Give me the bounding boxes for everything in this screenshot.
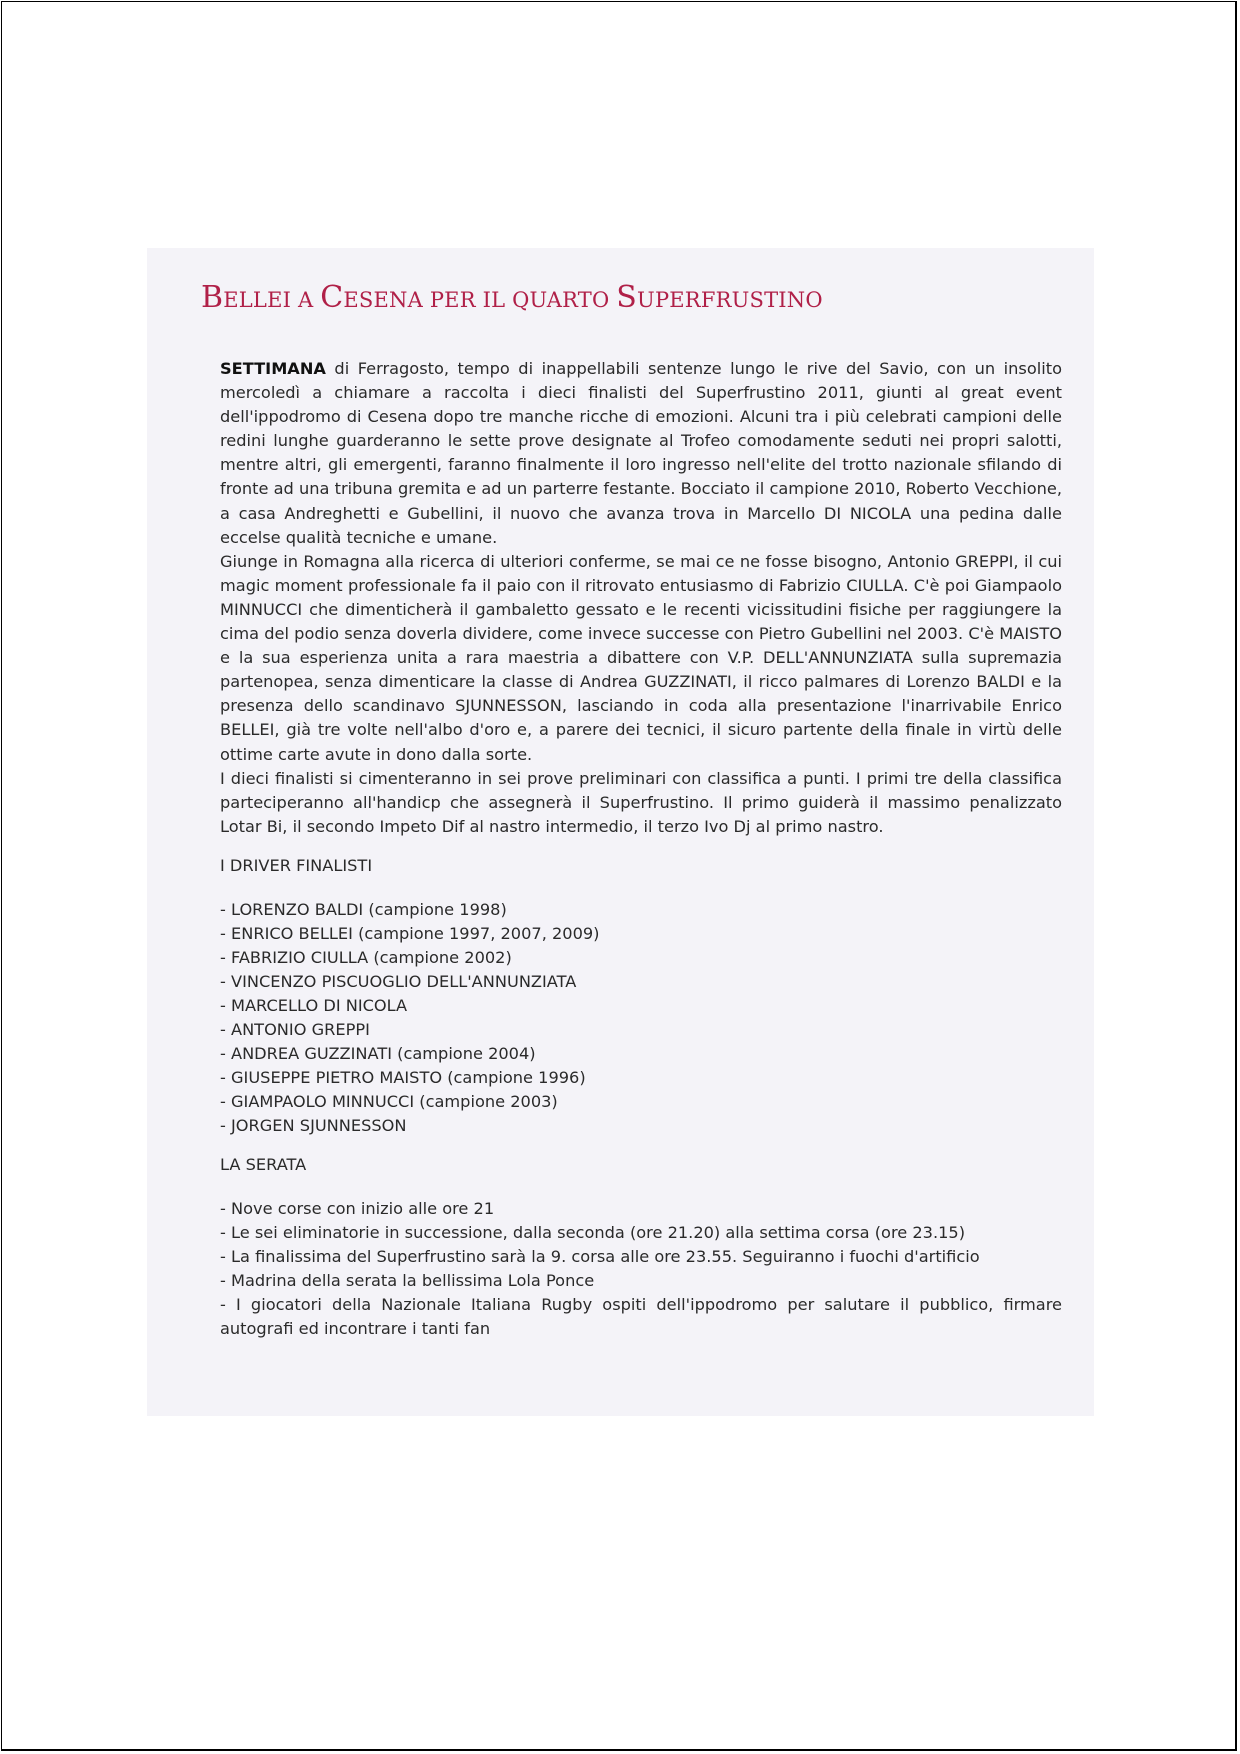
list-item: - ENRICO BELLEI (campione 1997, 2007, 2009)	[220, 922, 1062, 946]
drivers-heading: I DRIVER FINALISTI	[220, 855, 373, 875]
article-body	[220, 357, 1062, 1341]
list-item: - MARCELLO DI NICOLA	[220, 994, 1062, 1018]
paragraph-2: Giunge in Romagna alla ricerca di ulteriori conferme, se mai ce ne fosse bisogno, Antonio GREPPI, il cui magic moment professionale fa il paio con il ritrovato entusiasmo di Fabrizio CIULLA. C'è poi Giampaolo MINNUCCI che dimenticherà il gambaletto gessato e le recenti vicissitudini fisiche per raggiungere la cima del podio senza doverla dividere, come invece successe con Pietro Gubellini nel 2003. C'è MAISTO e la sua esperienza unita a rara maestria a dibattere con V.P. DELL'ANNUNZIATA sulla supremazia partenopea, senza dimenticare la classe di Andrea GUZZINATI, il ricco palmares di Lorenzo BALDI e la presenza dello scandinavo SJUNNESSON, lasciando in coda alla presentazione l'inarrivabile Enrico BELLEI, già tre volte nell'albo d'oro e, a parere dei tecnici, il sicuro partente della finale in virtù delle ottime carte avute in dono dalla sorte.	[220, 551, 1062, 764]
list-item: - Nove corse con inizio alle ore 21	[220, 1197, 1062, 1221]
list-item: - JORGEN SJUNNESSON	[220, 1114, 1062, 1138]
title-part: S	[616, 280, 638, 315]
title-part: UPERFRUSTINO	[637, 288, 823, 312]
list-item: - Le sei eliminatorie in successione, dalla seconda (ore 21.20) alla settima corsa (ore 23.15)	[220, 1221, 1062, 1245]
list-item: - I giocatori della Nazionale Italiana Rugby ospiti dell'ippodromo per salutare il pubblico, firmare autografi ed incontrare i tanti fan	[220, 1293, 1062, 1341]
list-item: - GIUSEPPE PIETRO MAISTO (campione 1996)	[220, 1066, 1062, 1090]
list-item: - GIAMPAOLO MINNUCCI (campione 2003)	[220, 1090, 1062, 1114]
list-item: - ANDREA GUZZINATI (campione 2004)	[220, 1042, 1062, 1066]
lead-word: SETTIMANA	[220, 359, 326, 378]
article-title	[201, 280, 823, 315]
title-part: C	[320, 280, 344, 315]
list-item: - VINCENZO PISCUOGLIO DELL'ANNUNZIATA	[220, 970, 1062, 994]
list-item: - La finalissima del Superfrustino sarà la 9. corsa alle ore 23.55. Seguiranno i fuochi d'artificio	[220, 1245, 1062, 1269]
list-item: - FABRIZIO CIULLA (campione 2002)	[220, 946, 1062, 970]
title-part: ESENA PER IL QUARTO	[343, 288, 617, 312]
list-item: - Madrina della serata la bellissima Lola Ponce	[220, 1269, 1062, 1293]
title-part: B	[201, 280, 224, 315]
list-item: - LORENZO BALDI (campione 1998)	[220, 898, 1062, 922]
serata-heading: LA SERATA	[220, 1154, 307, 1174]
paragraph-1-text: di Ferragosto, tempo di inappellabili sentenze lungo le rive del Savio, con un insolito mercoledì a chiamare a raccolta i dieci finalisti del Superfrustino 2011, giunti al great event dell'ippodromo di Cesena dopo tre manche ricche di emozioni. Alcuni tra i più celebrati campioni delle redini lunghe guarderanno le sette prove designate al Trofeo comodamente seduti nei propri salotti, mentre altri, gli emergenti, faranno finalmente il loro ingresso nell'elite del trotto nazionale sfilando di fronte ad una tribuna gremita e ad un parterre festante. Bocciato il campione 2010, Roberto Vecchione, a casa Andreghetti e Gubellini, il nuovo che avanza trova in Marcello DI NICOLA una pedina dalle eccelse qualità tecniche e umane.	[220, 359, 1062, 547]
list-item: - ANTONIO GREPPI	[220, 1018, 1062, 1042]
title-part: ELLEI A	[223, 288, 321, 312]
drivers-list	[220, 898, 1062, 1138]
paragraph-1	[220, 357, 1062, 550]
serata-list	[220, 1197, 1062, 1341]
paragraph-3: I dieci finalisti si cimenteranno in sei prove preliminari con classifica a punti. I primi tre della classifica parteciperanno all'handicp che assegnerà il Superfrustino. Il primo guiderà il massimo penalizzato Lotar Bi, il secondo Impeto Dif al nastro intermedio, il terzo Ivo Dj al primo nastro.	[220, 768, 1062, 836]
